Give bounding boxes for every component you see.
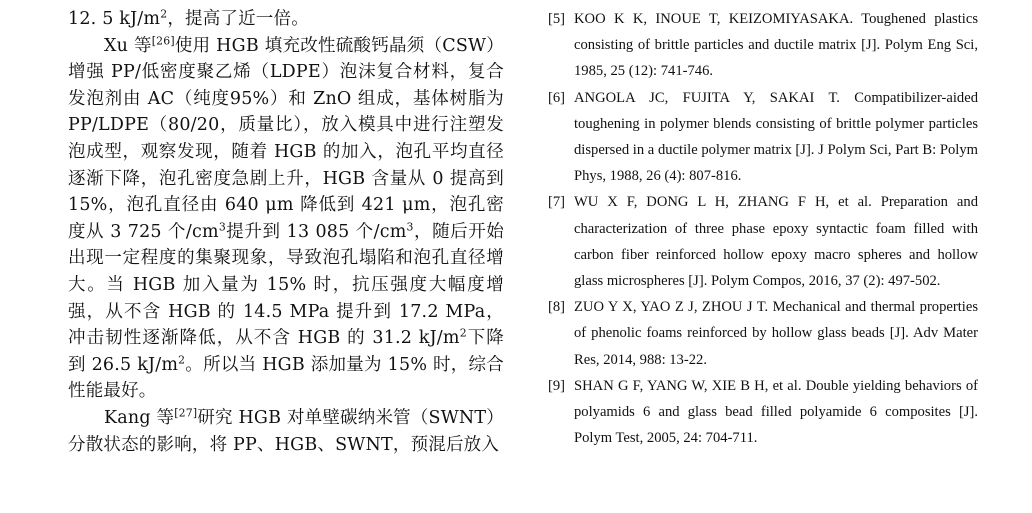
reference-text: KOO K K, INOUE T, KEIZOMIYASAKA. Toughened plastics consisting of brittle particles and ductile matrix [J]. Polym Eng Sci, 1985, 25 (12): 741-746.	[574, 11, 978, 80]
reference-text: SHAN G F, YANG W, XIE B H, et al. Double yielding behaviors of polyamids 6 and glass bead filled polyamide 6 composites [J]. Polym Test, 2005, 24: 704-711.	[574, 377, 978, 447]
superscript: 2	[160, 7, 168, 21]
citation-26: [26]	[151, 33, 175, 47]
reference-number: [9]	[548, 377, 566, 394]
reference-number: [5]	[548, 11, 566, 27]
text-run: ，随后开始出现一定程度的集聚现象，导致泡孔塌陷和泡孔直径增大。当 HGB 加入量为 15% 时，抗压强度大幅度增强，从不含 HGB 的 14.5 MPa 提升到 17.2 MPa，冲击韧性逐渐降低，从不含 HGB 的 31.2 kJ/m	[68, 221, 504, 349]
reference-text: ANGOLA JC, FUJITA Y, SAKAI T. Compatibilizer-aided toughening in polymer blends consisting of brittle polymer particles dispersed in a ductile polymer matrix [J]. J Polym Sci, Part B: Polym Phys, 1988, 26 (4): 807-816.	[574, 89, 978, 185]
text-run: ，提高了近一倍。	[167, 9, 309, 29]
text-run: 12. 5 kJ/m	[68, 9, 161, 29]
paragraph-kang	[68, 405, 504, 458]
reference-number: [6]	[548, 89, 566, 106]
text-run: 提升到 13 085 个/cm	[225, 221, 407, 242]
text-run: 增强 PP/低密度聚乙烯（LDPE）泡沫复合材料，复合发泡剂由 AC（纯度95%）和 ZnO 组成，基体树脂为 PP/LDPE（80/20，质量比），放入模具中进行注塑发泡成型，观察发现，随着 HGB 的加入，泡孔平均直径逐渐下降，泡孔密度急剧上升，HGB 含量从 0 提高到 15%，泡孔直径由 640 μm 降低到 421 μm，泡孔密度从 3 725 个/cm	[68, 62, 504, 242]
reference-item	[548, 373, 978, 452]
text-run: 。所以当 HGB 添加量为 15% 时，综合性能最好。	[68, 354, 505, 402]
superscript: 3	[218, 220, 226, 234]
text-run: 研究 HGB 对单壁碳纳米管（SWNT）	[197, 407, 504, 428]
text-run: 分散状态的影响，将 PP、HGB、SWNT，预混后放入	[68, 434, 500, 455]
author-lead: Kang 等	[104, 407, 175, 428]
reference-list	[548, 6, 978, 451]
reference-item	[548, 85, 978, 190]
text-run: 下降到 26.5 kJ/m	[68, 328, 504, 375]
paragraph-continuation	[68, 6, 504, 33]
reference-text: ZUO Y X, YAO Z J, ZHOU J T. Mechanical and thermal properties of phenolic foams reinforced by hollow glass beads [J]. Adv Mater Res, 2014, 988: 13-22.	[574, 299, 978, 368]
reference-text: WU X F, DONG L H, ZHANG F H, et al. Preparation and characterization of three phase epoxy syntactic foam filled with carbon fiber reinforced hollow epoxy macro spheres and hollow glass microspheres [J]. Polym Compos, 2016, 37 (2): 497-502.	[574, 194, 978, 290]
superscript: 2	[178, 353, 186, 366]
superscript: 3	[406, 220, 414, 234]
reference-item	[548, 6, 978, 85]
text-run: 使用 HGB 填充改性硫酸钙晶须（CSW）	[174, 35, 505, 56]
author-lead: Xu 等	[104, 35, 152, 56]
superscript: 2	[459, 326, 467, 340]
reference-item	[548, 294, 978, 373]
paragraph-xu	[68, 33, 504, 405]
body-text-column	[68, 6, 504, 458]
reference-number: [8]	[548, 299, 566, 316]
reference-number: [7]	[548, 194, 566, 211]
citation-27: [27]	[174, 406, 198, 420]
reference-item	[548, 189, 978, 294]
